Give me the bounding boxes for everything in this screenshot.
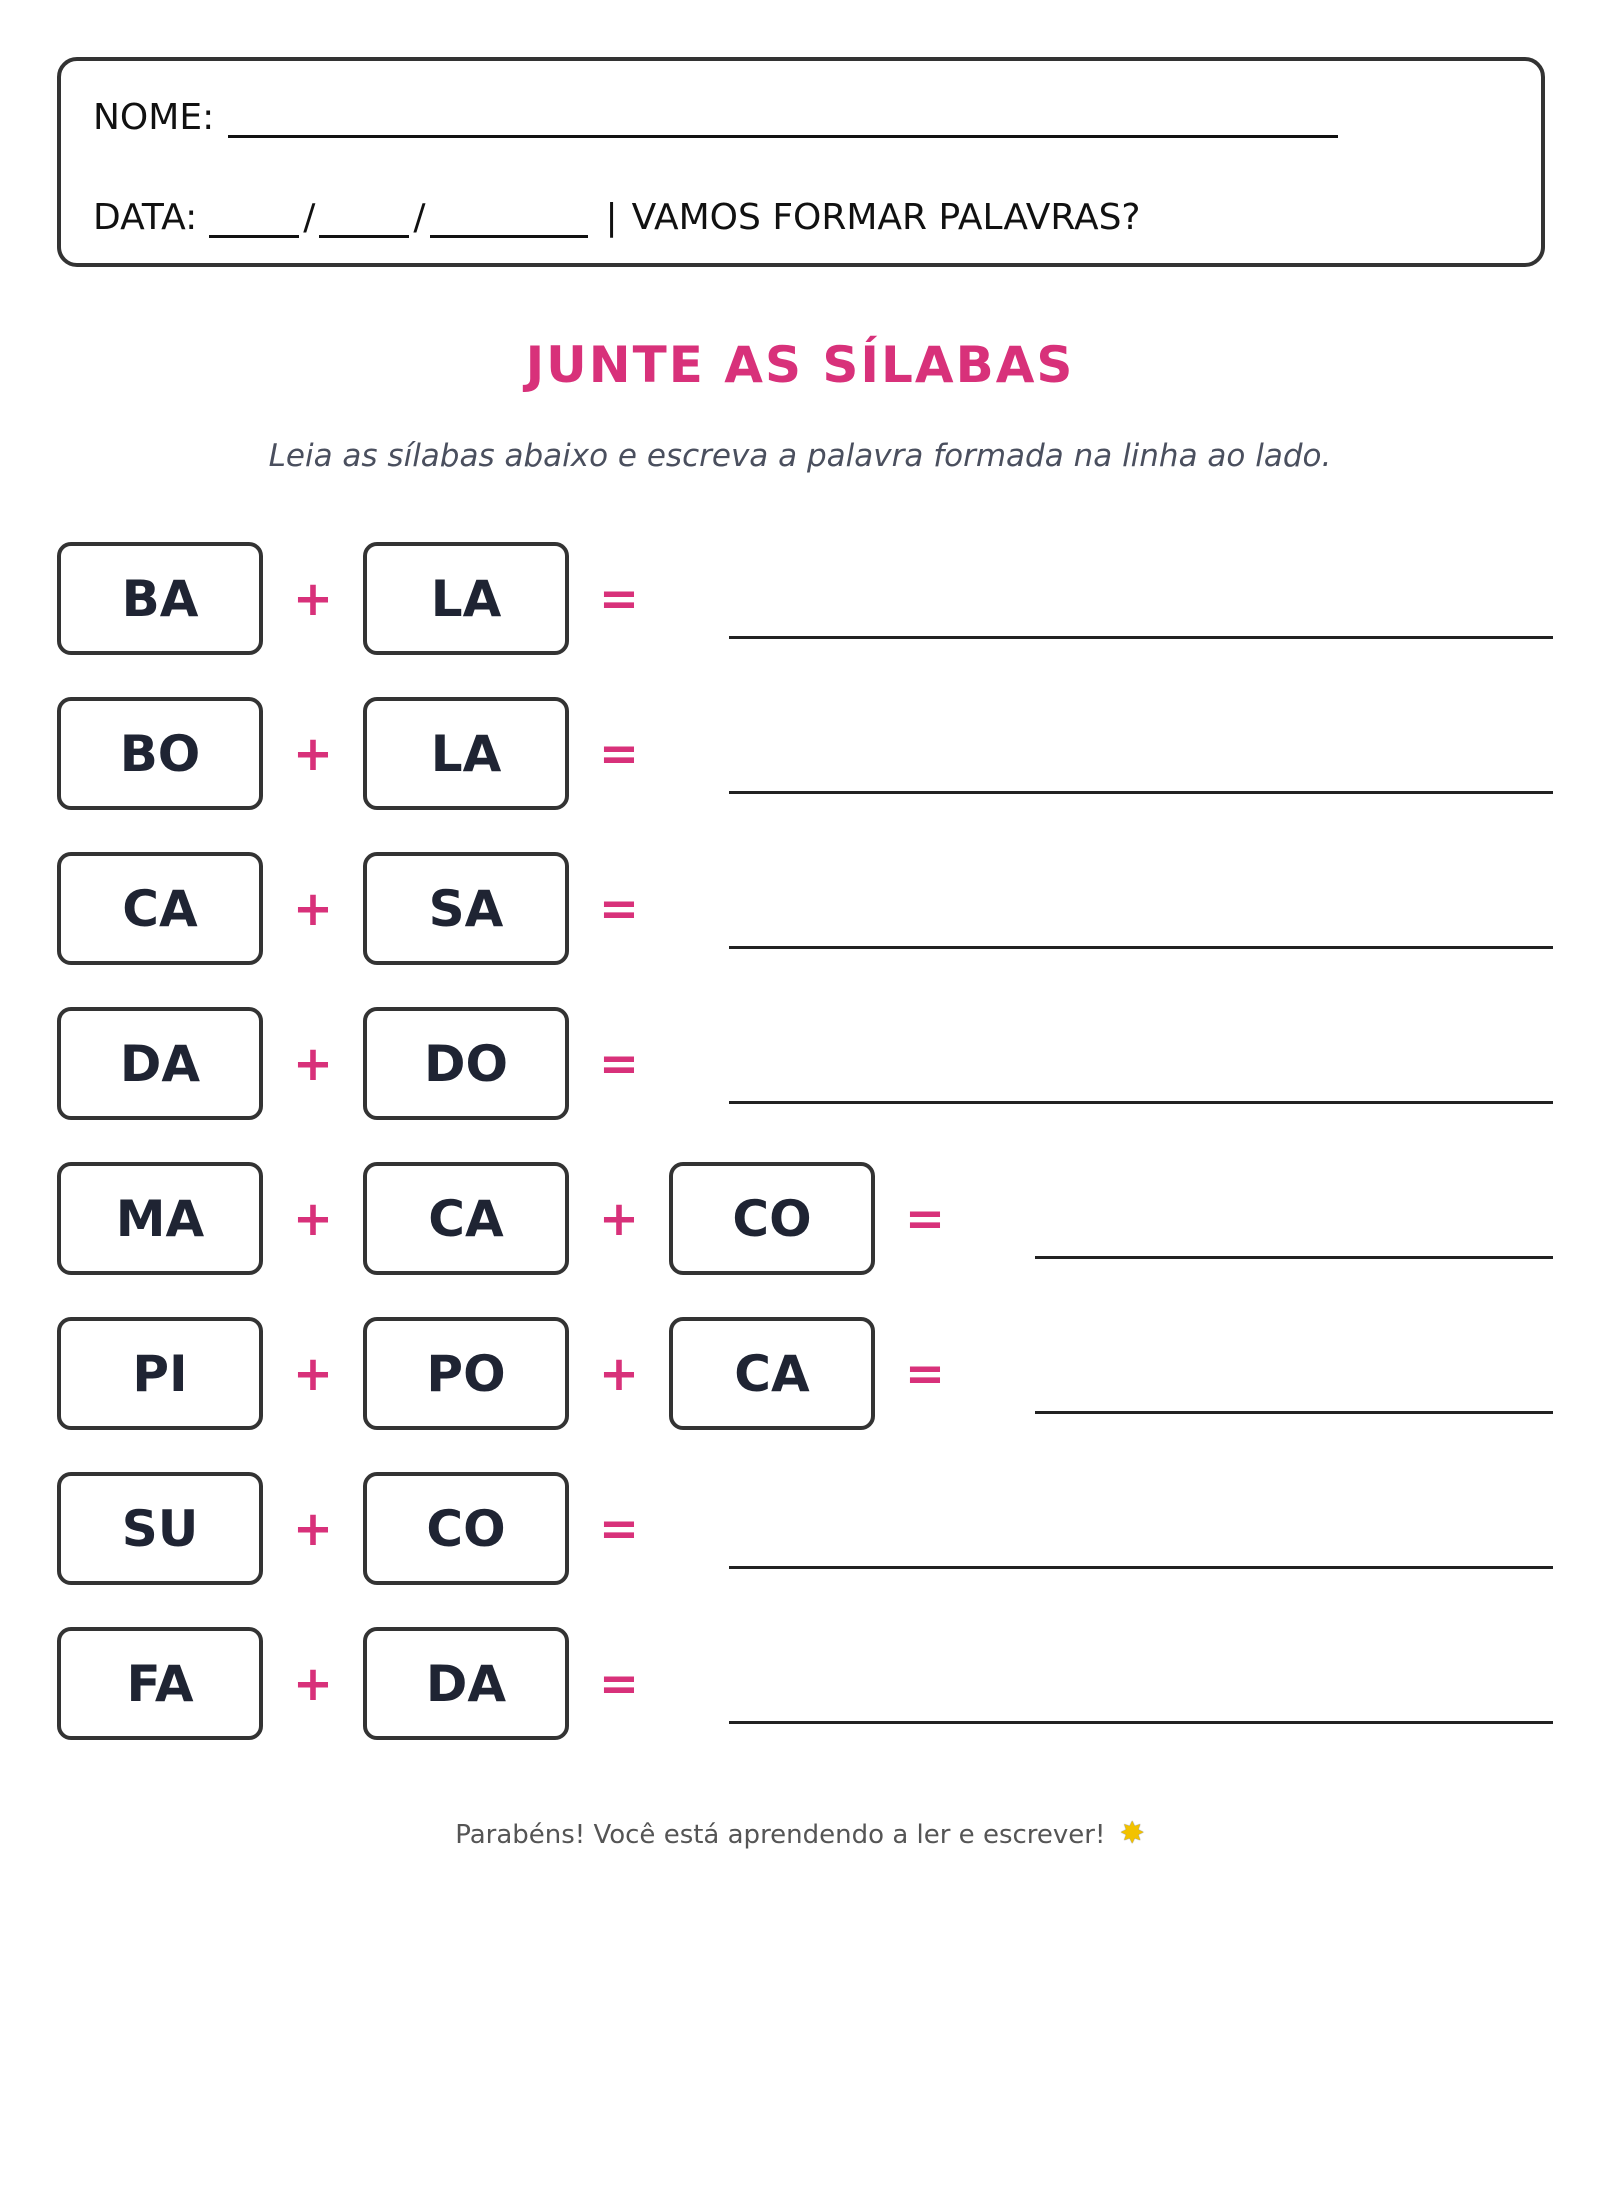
equals-sign: =	[598, 1655, 640, 1712]
header-box	[57, 57, 1545, 267]
equals-sign: =	[598, 880, 640, 937]
exercise-row	[0, 1317, 1600, 1430]
syllable-box: DA	[363, 1627, 569, 1740]
plus-sign: +	[598, 1345, 640, 1402]
plus-sign: +	[292, 880, 334, 937]
syllable-box: BA	[57, 542, 263, 655]
date-separator: /	[303, 197, 316, 238]
exercise-row	[0, 1162, 1600, 1275]
answer-line[interactable]	[729, 1566, 1553, 1569]
answer-line[interactable]	[729, 1101, 1553, 1104]
header-subtitle: VAMOS FORMAR PALAVRAS?	[631, 197, 1141, 238]
syllable-box: LA	[363, 697, 569, 810]
name-label: NOME:	[93, 97, 215, 138]
syllable-box: CO	[669, 1162, 875, 1275]
pipe-separator: |	[605, 197, 618, 238]
plus-sign: +	[292, 1500, 334, 1557]
exercise-row	[0, 542, 1600, 655]
exercise-row	[0, 1627, 1600, 1740]
syllable-box: PO	[363, 1317, 569, 1430]
plus-sign: +	[292, 570, 334, 627]
instruction-text: Leia as sílabas abaixo e escreva a palavra formada na linha ao lado.	[268, 438, 1332, 474]
syllable-box: SU	[57, 1472, 263, 1585]
page-title: JUNTE AS SÍLABAS	[525, 336, 1075, 394]
date-row	[93, 197, 1141, 238]
exercise-row	[0, 1472, 1600, 1585]
answer-line[interactable]	[729, 636, 1553, 639]
equals-sign: =	[598, 570, 640, 627]
plus-sign: +	[598, 1190, 640, 1247]
syllable-box: CO	[363, 1472, 569, 1585]
syllable-box: BO	[57, 697, 263, 810]
syllable-box: DA	[57, 1007, 263, 1120]
answer-line[interactable]	[1035, 1411, 1553, 1414]
plus-sign: +	[292, 725, 334, 782]
exercise-row	[0, 1007, 1600, 1120]
syllable-box: PI	[57, 1317, 263, 1430]
footer-text: Parabéns! Você está aprendendo a ler e escrever!	[455, 1820, 1106, 1850]
plus-sign: +	[292, 1345, 334, 1402]
plus-sign: +	[292, 1035, 334, 1092]
syllable-box: DO	[363, 1007, 569, 1120]
name-field[interactable]	[228, 99, 1338, 138]
answer-line[interactable]	[729, 946, 1553, 949]
syllable-box: SA	[363, 852, 569, 965]
equals-sign: =	[598, 725, 640, 782]
answer-line[interactable]	[1035, 1256, 1553, 1259]
equals-sign: =	[598, 1035, 640, 1092]
equals-sign: =	[598, 1500, 640, 1557]
answer-line[interactable]	[729, 1721, 1553, 1724]
exercise-row	[0, 697, 1600, 810]
syllable-box: LA	[363, 542, 569, 655]
footer-message	[0, 1816, 1600, 1851]
answer-line[interactable]	[729, 791, 1553, 794]
name-row	[93, 97, 1340, 138]
date-month-field[interactable]	[319, 199, 409, 238]
syllable-box: CA	[669, 1317, 875, 1430]
date-label: DATA:	[93, 197, 198, 238]
syllable-box: FA	[57, 1627, 263, 1740]
equals-sign: =	[904, 1190, 946, 1247]
date-day-field[interactable]	[209, 199, 299, 238]
plus-sign: +	[292, 1190, 334, 1247]
date-year-field[interactable]	[430, 199, 588, 238]
date-separator: /	[413, 197, 426, 238]
syllable-box: CA	[363, 1162, 569, 1275]
syllable-box: CA	[57, 852, 263, 965]
syllable-box: MA	[57, 1162, 263, 1275]
plus-sign: +	[292, 1655, 334, 1712]
equals-sign: =	[904, 1345, 946, 1402]
star-icon: ✸	[1119, 1816, 1145, 1851]
exercise-row	[0, 852, 1600, 965]
